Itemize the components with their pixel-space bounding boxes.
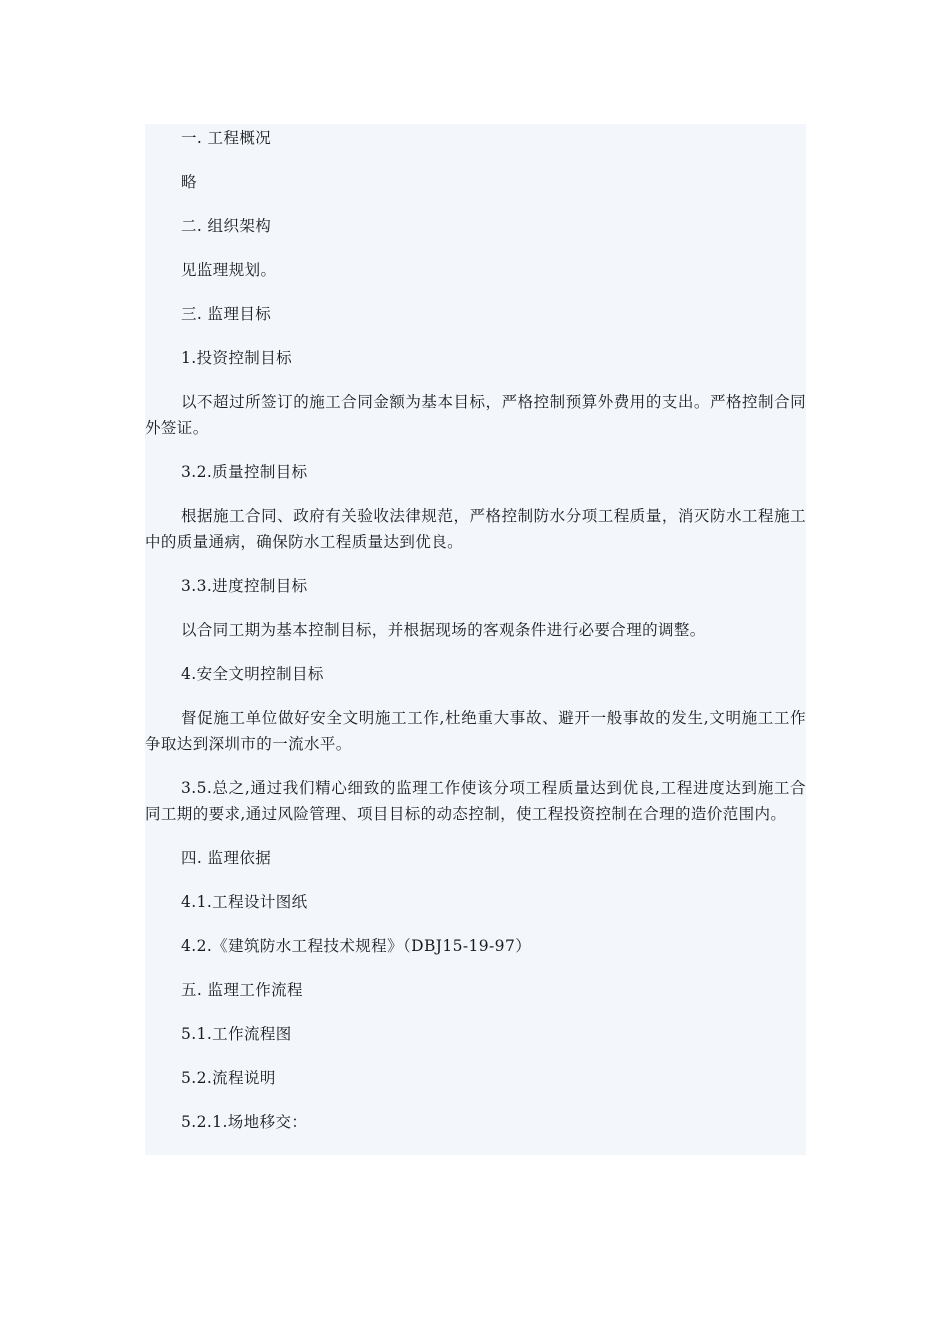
paragraph-safety-goal: 督促施工单位做好安全文明施工工作,杜绝重大事故、避开一般事故的发生,文明施工工作争取达到深圳市的一流水平。 (145, 709, 806, 753)
subheading-technical-code: 4.2.《建筑防水工程技术规程》（DBJ15-19-97） (181, 937, 532, 955)
paragraph-organization-body: 见监理规划。 (181, 261, 277, 279)
subheading-workflow-chart: 5.1.工作流程图 (181, 1025, 292, 1043)
paragraph-investment-goal: 以不超过所签订的施工合同金额为基本目标，严格控制预算外费用的支出。严格控制合同外签证。 (145, 393, 806, 437)
paragraph-summary: 3.5.总之,通过我们精心细致的监理工作使该分项工程质量达到优良,工程进度达到施工合同工期的要求,通过风险管理、项目目标的动态控制，使工程投资控制在合理的造价范围内。 (145, 779, 806, 823)
paragraph-schedule-goal: 以合同工期为基本控制目标，并根据现场的客观条件进行必要合理的调整。 (181, 621, 706, 639)
section-heading-organization: 二. 组织架构 (181, 217, 272, 235)
section-heading-basis: 四. 监理依据 (181, 849, 272, 867)
subheading-quality-goal: 3.2.质量控制目标 (181, 463, 308, 481)
section-heading-goals: 三. 监理目标 (181, 305, 272, 323)
subheading-workflow-description: 5.2.流程说明 (181, 1069, 276, 1087)
paragraph-overview-body: 略 (181, 173, 197, 191)
paragraph-quality-goal: 根据施工合同、政府有关验收法律规范，严格控制防水分项工程质量，消灭防水工程施工中的质量通病，确保防水工程质量达到优良。 (145, 507, 806, 551)
section-heading-overview: 一. 工程概况 (181, 129, 272, 147)
document-content (145, 124, 806, 1155)
subheading-design-drawings: 4.1.工程设计图纸 (181, 893, 308, 911)
subheading-schedule-goal: 3.3.进度控制目标 (181, 577, 308, 595)
subheading-investment-goal: 1.投资控制目标 (181, 349, 292, 367)
section-heading-workflow: 五. 监理工作流程 (181, 981, 303, 999)
subheading-safety-goal: 4.安全文明控制目标 (181, 665, 324, 683)
subheading-site-handover: 5.2.1.场地移交： (181, 1113, 308, 1131)
